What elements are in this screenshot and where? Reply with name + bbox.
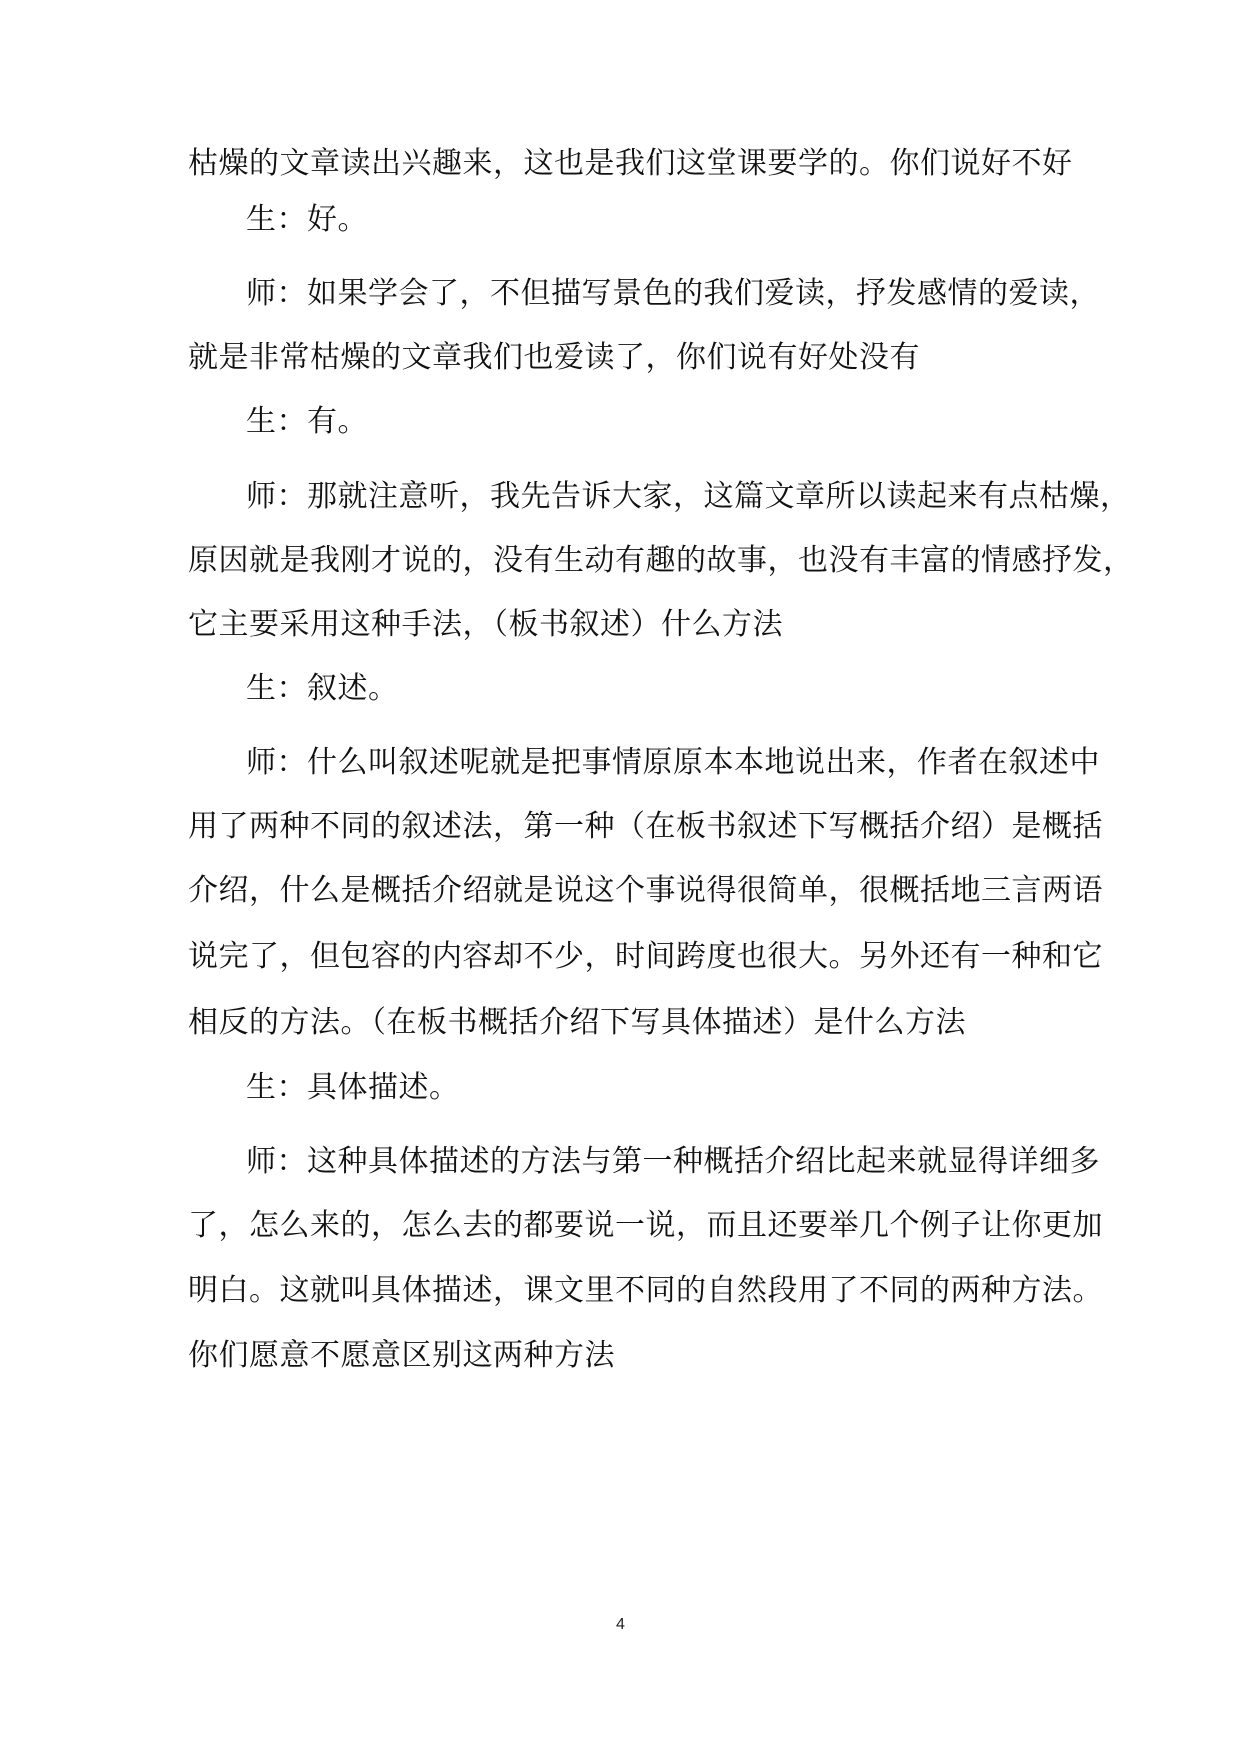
text-line: 师：什么叫叙述呢就是把事情原原本本地说出来，作者在叙述中	[246, 745, 1100, 780]
text-line: 用了两种不同的叙述法，第一种（在板书叙述下写概括介绍）是概括	[188, 809, 1103, 844]
text-line: 生：好。	[246, 202, 368, 237]
text-line: 它主要采用这种手法，（板书叙述）什么方法	[188, 607, 783, 642]
text-line: 你们愿意不愿意区别这两种方法	[188, 1338, 615, 1373]
text-line: 师：这种具体描述的方法与第一种概括介绍比起来就显得详细多	[246, 1144, 1100, 1179]
text-line: 师：如果学会了，不但描写景色的我们爱读，抒发感情的爱读，	[246, 276, 1100, 311]
text-line: 生：叙述。	[246, 671, 399, 706]
text-line: 枯燥的文章读出兴趣来，这也是我们这堂课要学的。你们说好不好	[188, 146, 1073, 181]
text-line: 原因就是我刚才说的，没有生动有趣的故事，也没有丰富的情感抒发，	[188, 543, 1134, 578]
text-line: 相反的方法。（在板书概括介绍下写具体描述）是什么方法	[188, 1005, 966, 1040]
page-number: 4	[616, 1616, 625, 1633]
text-line: 了，怎么来的，怎么去的都要说一说，而且还要举几个例子让你更加	[188, 1208, 1103, 1243]
text-line: 说完了，但包容的内容却不少，时间跨度也很大。另外还有一种和它	[188, 939, 1103, 974]
text-line: 介绍，什么是概括介绍就是说这个事说得很简单，很概括地三言两语	[188, 873, 1103, 908]
text-line: 明白。这就叫具体描述，课文里不同的自然段用了不同的两种方法。	[188, 1273, 1103, 1308]
text-line: 生：具体描述。	[246, 1070, 460, 1105]
text-line: 生：有。	[246, 404, 368, 439]
text-line: 师：那就注意听，我先告诉大家，这篇文章所以读起来有点枯燥，	[246, 479, 1131, 514]
text-line: 就是非常枯燥的文章我们也爱读了，你们说有好处没有	[188, 340, 920, 375]
